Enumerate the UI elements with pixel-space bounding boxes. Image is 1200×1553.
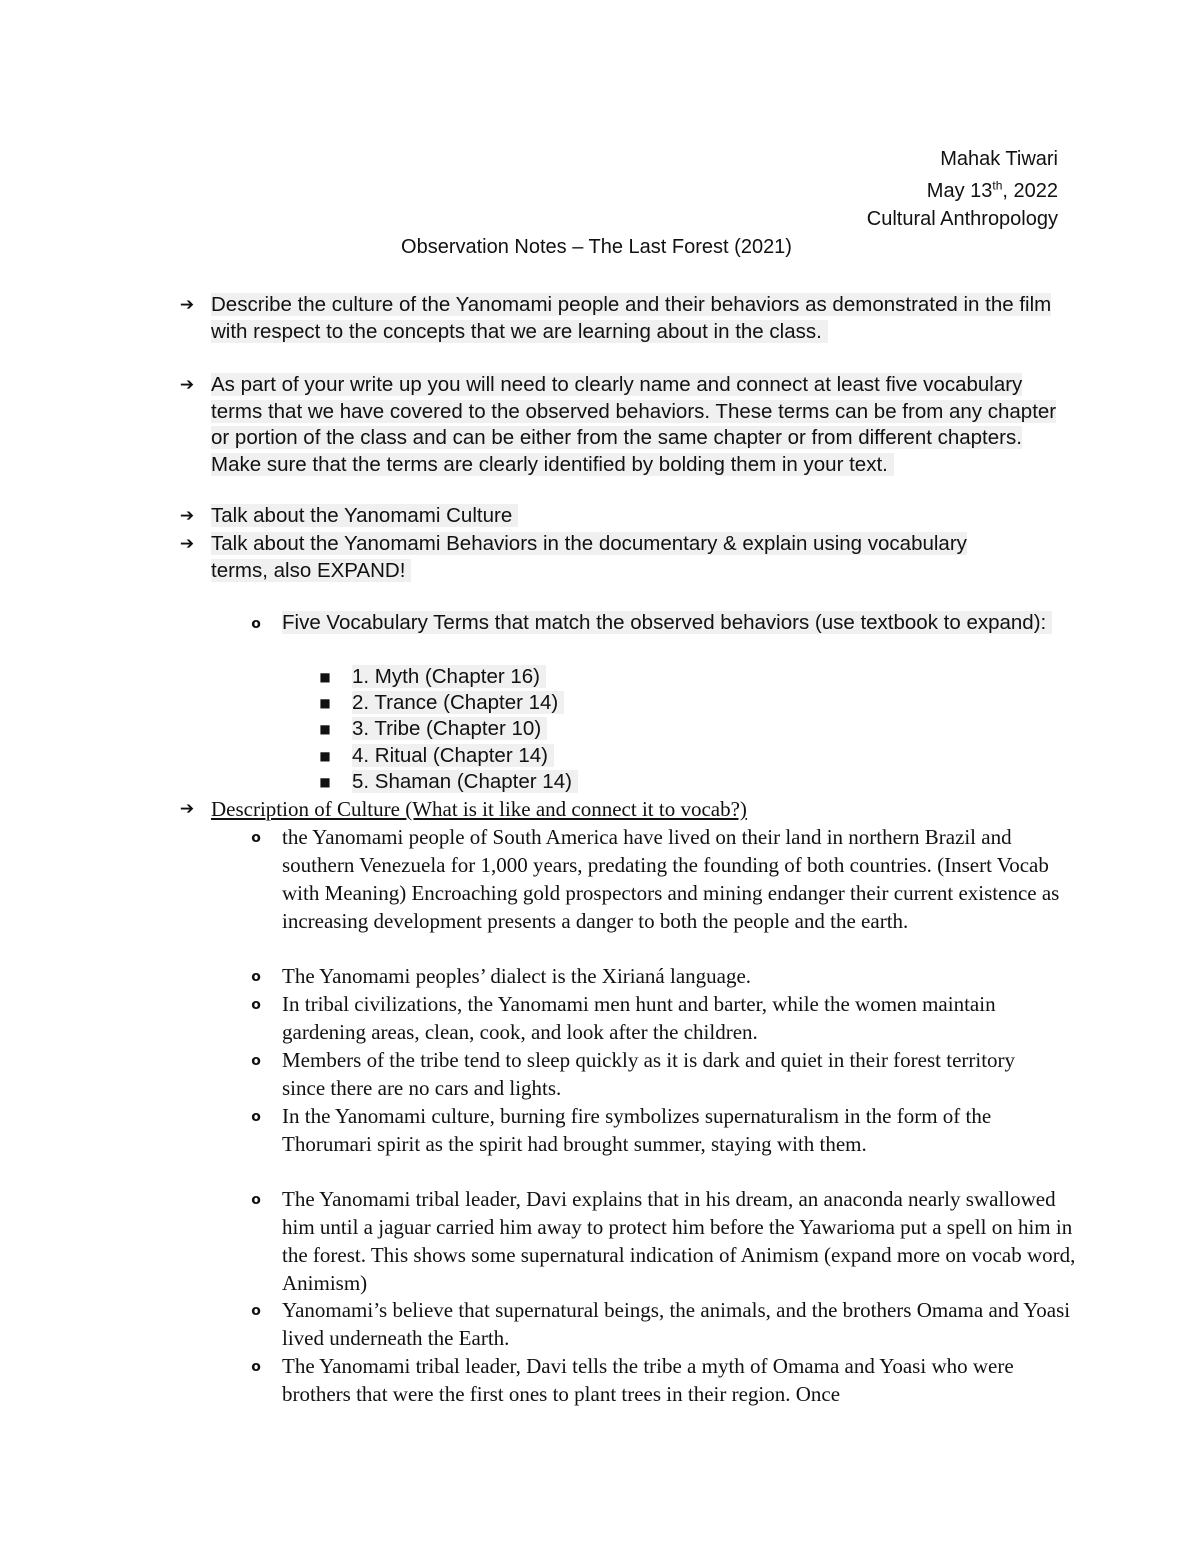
square-bullet-icon: ■ (319, 775, 331, 789)
date-superscript: th (992, 178, 1003, 193)
document-title: Observation Notes – The Last Forest (2021) (401, 236, 792, 258)
vocab-term-text: 3. Tribe (Chapter 10) (352, 717, 547, 740)
arrow-bullet-icon: ➔ (179, 295, 195, 315)
date-suffix: , 2022 (1002, 180, 1058, 202)
circle-bullet-icon: o (251, 969, 261, 985)
vocab-term (352, 769, 852, 796)
culture-point: The Yanomami tribal leader, Davi tells the tribe a myth of Omama and Yoasi who were brothers that were the first ones to plant trees in their region. Once (282, 1354, 1014, 1406)
date-prefix: May 13 (926, 180, 993, 202)
instruction-item (211, 531, 1011, 584)
culture-point: Members of the tribe tend to sleep quickly as it is dark and quiet in their forest territory since there are no cars and lights. (282, 1048, 1016, 1100)
vocab-term-text: 5. Shaman (Chapter 14) (352, 770, 578, 793)
culture-point: In the Yanomami culture, burning fire symbolizes supernaturalism in the form of the Thorumari spirit as the spirit had brought summer, staying with them. (282, 1104, 992, 1156)
square-bullet-icon: ■ (319, 722, 331, 736)
vocab-term (352, 716, 852, 743)
course-name: Cultural Anthropology (866, 208, 1058, 230)
square-bullet-icon: ■ (319, 696, 331, 710)
instruction-text: Talk about the Yanomami Behaviors in the documentary & explain using vocabulary terms, also EXPAND! (211, 532, 967, 582)
vocab-term (352, 743, 852, 770)
square-bullet-icon: ■ (319, 749, 331, 763)
circle-bullet-icon: o (251, 1303, 261, 1319)
instruction-text: Describe the culture of the Yanomami people and their behaviors as demonstrated in the film with respect to the concepts that we are learning about in the class. (211, 293, 1052, 343)
vocab-term-text: 1. Myth (Chapter 16) (352, 665, 546, 688)
culture-point: The Yanomami tribal leader, Davi explains that in his dream, an anaconda nearly swallowed him until a jaguar carried him away to protect him before the Yawarioma put a spell on him in the forest. This shows some supernatural indication of Animism (expand more on vocab word, Animism) (282, 1187, 1076, 1295)
arrow-bullet-icon: ➔ (179, 506, 195, 526)
arrow-bullet-icon: ➔ (179, 799, 195, 819)
vocab-term (352, 690, 852, 717)
instruction-item (211, 292, 1071, 345)
instruction-item (211, 503, 1071, 530)
vocab-term-text: 2. Trance (Chapter 14) (352, 691, 564, 714)
circle-bullet-icon: o (251, 1192, 261, 1208)
date-line (927, 180, 1058, 203)
arrow-bullet-icon: ➔ (179, 375, 195, 395)
vocab-heading-item (282, 610, 1072, 637)
instruction-item (211, 372, 1071, 478)
vocab-term-text: 4. Ritual (Chapter 14) (352, 744, 554, 767)
circle-bullet-icon: o (251, 830, 261, 846)
description-heading-text: Description of Culture (What is it like and connect it to vocab?) (211, 797, 747, 821)
description-heading (211, 795, 971, 823)
arrow-bullet-icon: ➔ (179, 534, 195, 554)
circle-bullet-icon: o (251, 616, 261, 632)
circle-bullet-icon: o (251, 1053, 261, 1069)
circle-bullet-icon: o (251, 1359, 261, 1375)
culture-point: Yanomami’s believe that supernatural beings, the animals, and the brothers Omama and Yoasi lived underneath the Earth. (282, 1298, 1071, 1350)
vocab-heading: Five Vocabulary Terms that match the observed behaviors (use textbook to expand): (282, 611, 1052, 634)
author-name: Mahak Tiwari (940, 148, 1058, 170)
instruction-text: As part of your write up you will need to clearly name and connect at least five vocabulary terms that we have covered to the observed behaviors. These terms can be from any chapter or portion of the class and can be either from the same chapter or from different chapters. Make sure that the terms are clearly identified by bolding them in your text. (211, 373, 1057, 476)
vocab-term (352, 664, 852, 691)
circle-bullet-icon: o (251, 997, 261, 1013)
culture-point: The Yanomami peoples’ dialect is the Xirianá language. (282, 964, 752, 988)
circle-bullet-icon: o (251, 1109, 261, 1125)
instruction-text: Talk about the Yanomami Culture (211, 504, 518, 527)
culture-point: In tribal civilizations, the Yanomami men hunt and barter, while the women maintain gardening areas, clean, cook, and look after the children. (282, 992, 996, 1044)
square-bullet-icon: ■ (319, 670, 331, 684)
culture-point: the Yanomami people of South America have lived on their land in northern Brazil and southern Venezuela for 1,000 years, predating the founding of both countries. (Insert Vocab with Meaning) Encroaching gold prospectors and mining endanger their current existence as increasing development presents a danger to both the people and the earth. (282, 825, 1060, 933)
